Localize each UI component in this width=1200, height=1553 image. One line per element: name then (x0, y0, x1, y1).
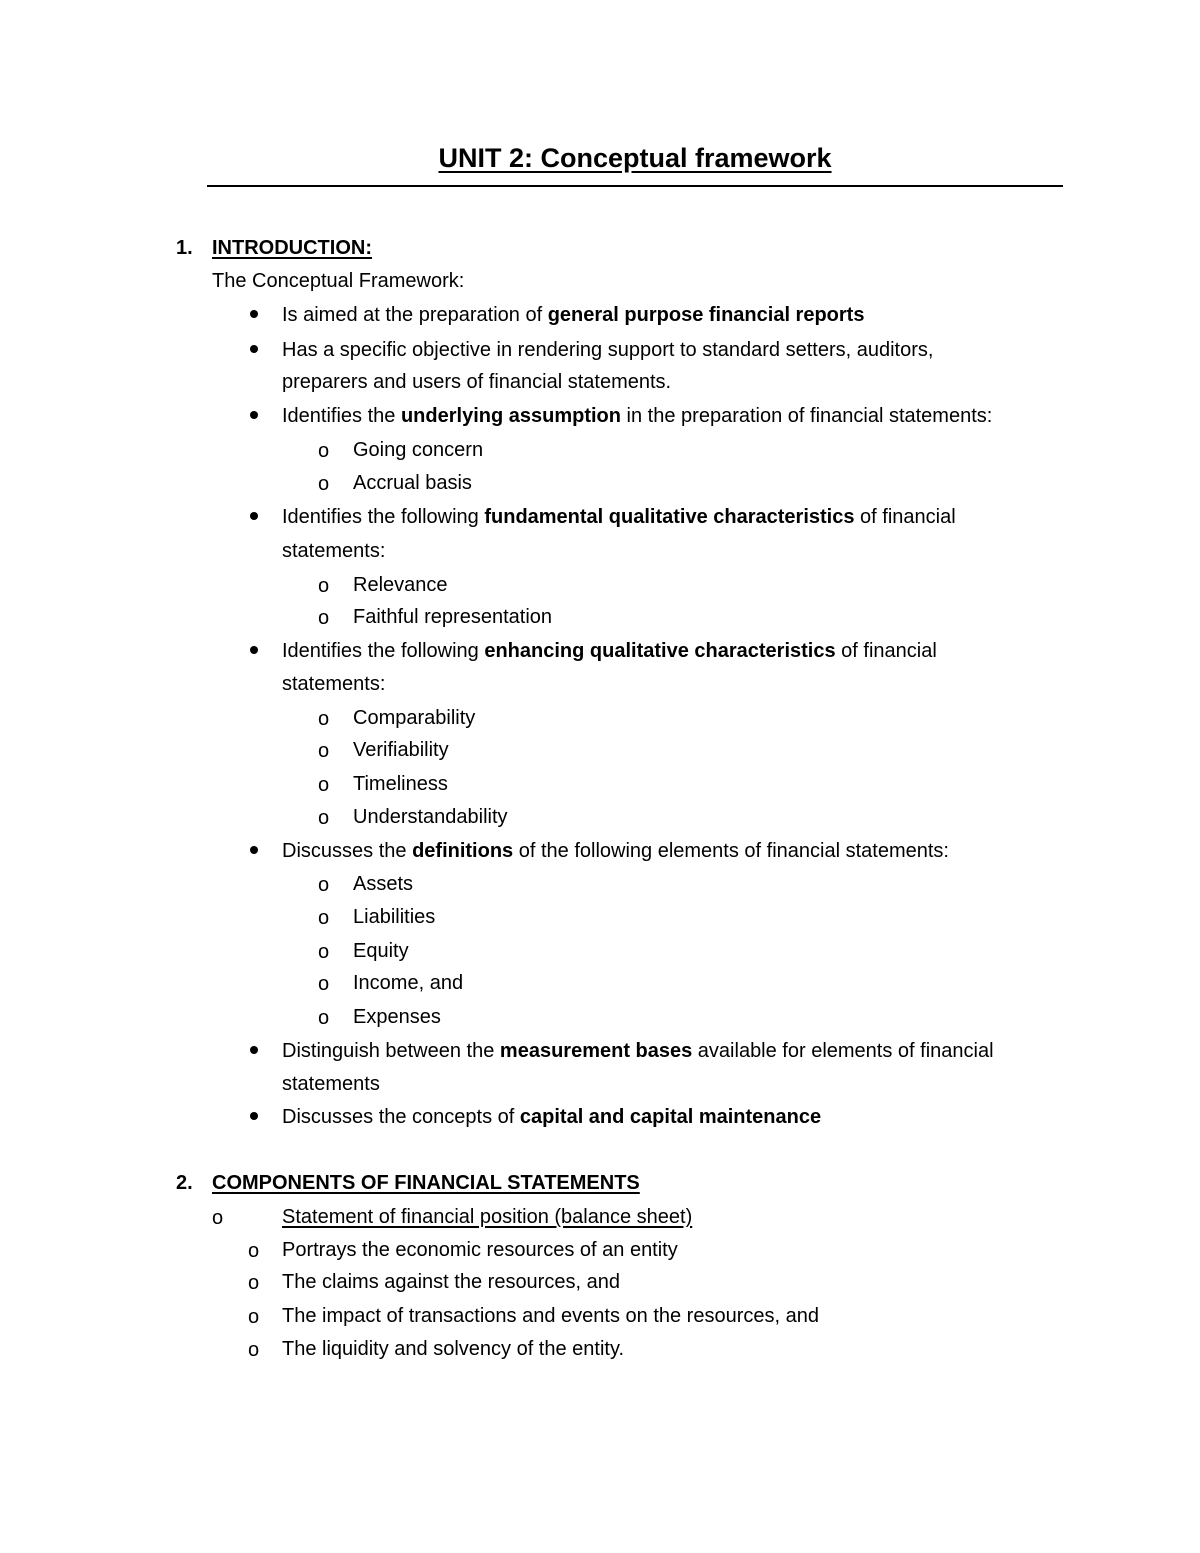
bullet-icon (250, 1046, 258, 1054)
section-1-intro: The Conceptual Framework: (212, 270, 465, 292)
sub-bullet-icon: o (318, 973, 330, 995)
sub-bullet-icon: o (318, 1007, 330, 1029)
section-2-heading: COMPONENTS OF FINANCIAL STATEMENTS (212, 1172, 640, 1194)
sub-list-item: Going concern (353, 439, 484, 461)
section-1-heading: INTRODUCTION: (212, 237, 372, 259)
sub-list-item: Income, and (353, 972, 464, 994)
bullet-icon (250, 1112, 258, 1120)
list-item: Has a specific objective in rendering support to standard setters, auditors, (282, 339, 934, 361)
bullet-icon (250, 646, 258, 654)
sub-bullet-icon: o (318, 740, 330, 762)
sub-list-item: Verifiability (353, 739, 449, 761)
bullet-icon (250, 345, 258, 353)
list-item: Identifies the underlying assumption in the preparation of financial statements: (282, 405, 993, 427)
sub-list-item: The claims against the resources, and (282, 1271, 620, 1293)
sub-bullet-icon: o (318, 440, 330, 462)
sub-bullet-icon: o (248, 1339, 260, 1361)
sub-bullet-icon: o (318, 575, 330, 597)
sub-bullet-icon: o (318, 907, 330, 929)
sub-list-item: The liquidity and solvency of the entity. (282, 1338, 625, 1360)
sub-bullet-icon: o (318, 774, 330, 796)
sub-bullet-icon: o (318, 607, 330, 629)
list-item-continuation: statements: (282, 673, 386, 695)
sub-list-item: Relevance (353, 574, 448, 596)
sub-list-item: Faithful representation (353, 606, 553, 628)
sub-list-item: Portrays the economic resources of an entity (282, 1239, 678, 1261)
sub-list-item: Comparability (353, 707, 476, 729)
sub-list-item: Accrual basis (353, 472, 472, 494)
list-item: Discusses the definitions of the following elements of financial statements: (282, 840, 949, 862)
title-rule (207, 185, 1063, 187)
sub-bullet-icon: o (318, 941, 330, 963)
bullet-icon (250, 512, 258, 520)
sub-bullet-icon: o (248, 1240, 260, 1262)
sub-bullet-icon: o (212, 1207, 224, 1229)
list-item: Identifies the following fundamental qualitative characteristics of financial (282, 506, 956, 528)
bullet-icon (250, 411, 258, 419)
sub-list-item: Timeliness (353, 773, 448, 795)
list-item: Distinguish between the measurement bases available for elements of financial (282, 1040, 994, 1062)
sub-list-item: Expenses (353, 1006, 441, 1028)
sub-bullet-icon: o (318, 807, 330, 829)
section-2-number: 2. (176, 1172, 193, 1194)
list-item-continuation: statements (282, 1073, 380, 1095)
document-title: UNIT 2: Conceptual framework (438, 143, 832, 173)
section-1-number: 1. (176, 237, 193, 259)
sub-bullet-icon: o (248, 1306, 260, 1328)
sub-bullet-icon: o (248, 1272, 260, 1294)
sub-list-item: Assets (353, 873, 414, 895)
list-item-continuation: statements: (282, 540, 386, 562)
list-item: Discusses the concepts of capital and capital maintenance (282, 1106, 822, 1128)
sub-list-item: Understandability (353, 806, 508, 828)
bullet-icon (250, 310, 258, 318)
sub-list-item: Equity (353, 940, 409, 962)
sub-bullet-icon: o (318, 874, 330, 896)
bullet-icon (250, 846, 258, 854)
list-item-continuation: preparers and users of financial statements. (282, 371, 672, 393)
sub-list-item: The impact of transactions and events on the resources, and (282, 1305, 819, 1327)
section-2-subheading: Statement of financial position (balance sheet) (282, 1206, 693, 1228)
sub-bullet-icon: o (318, 473, 330, 495)
sub-list-item: Liabilities (353, 906, 436, 928)
list-item: Identifies the following enhancing qualitative characteristics of financial (282, 640, 937, 662)
sub-bullet-icon: o (318, 708, 330, 730)
list-item: Is aimed at the preparation of general purpose financial reports (282, 304, 865, 326)
